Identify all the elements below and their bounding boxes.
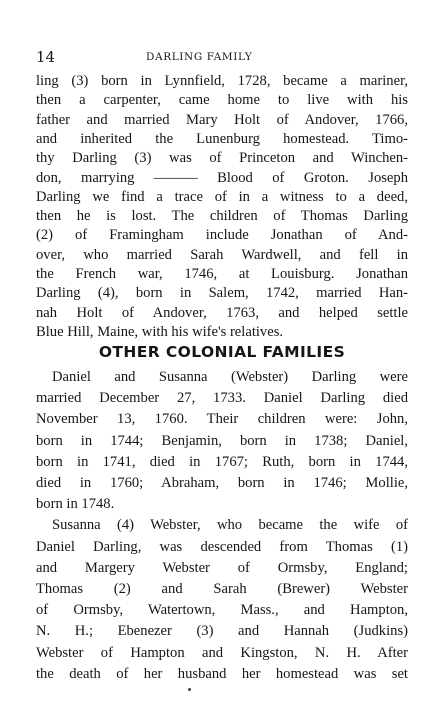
text-line: Susanna (4) Webster, who became the wife of — [52, 517, 408, 534]
text-line: N. H.; Ebenezer (3) and Hannah (Judkins) — [36, 623, 408, 640]
text-line: then a carpenter, came home to live with his — [36, 92, 408, 109]
text-line: Darling we find a trace of in a witness to a deed, — [36, 188, 408, 205]
text-line: died in 1760; Abraham, born in 1746; Mollie, — [36, 475, 408, 491]
text-line: Daniel and Susanna (Webster) Darling were — [52, 369, 408, 385]
text-line: Webster of Hampton and Kingston, N. H. After — [36, 644, 408, 661]
text-line: Thomas (2) and Sarah (Brewer) Webster — [36, 581, 408, 597]
text-line: (2) of Framingham include Jonathan of And- — [36, 227, 408, 244]
text-line: don, marrying ——— Blood of Groton. Joseph — [36, 169, 408, 186]
text-line: ling (3) born in Lynnfield, 1728, became a mariner, — [36, 73, 408, 89]
section-heading: OTHER COLONIAL FAMILIES — [98, 343, 346, 361]
text-line: born in 1744; Benjamin, born in 1738; Daniel, — [36, 432, 408, 449]
text-line: November 13, 1760. Their children were: John, — [36, 411, 408, 428]
text-line: of Ormsby, Watertown, Mass., and Hampton, — [36, 602, 408, 619]
page-number: 14 — [36, 48, 56, 66]
text-line: the death of her husband her homestead was set — [36, 665, 408, 682]
text-line: the French war, 1746, at Louisburg. Jonathan — [36, 266, 408, 282]
page-header — [36, 48, 406, 68]
text-line: and Margery Webster of Ormsby, England; — [36, 559, 408, 576]
text-line: Daniel Darling, was descended from Thomas (1) — [36, 538, 408, 555]
text-line: over, who married Sarah Wardwell, and fell in — [36, 246, 408, 263]
text-line: nah Holt of Andover, 1763, and helped settle — [36, 304, 408, 321]
text-line: married December 27, 1733. Daniel Darling died — [36, 390, 408, 407]
text-line: then he is lost. The children of Thomas Darling — [36, 208, 408, 225]
text-line: father and married Mary Holt of Andover, 1766, — [36, 111, 408, 128]
text-line: thy Darling (3) was of Princeton and Winchen- — [36, 150, 408, 167]
text-line: Blue Hill, Maine, with his wife's relatives. — [36, 323, 284, 340]
page-speck — [188, 688, 191, 691]
text-line: Darling (4), born in Salem, 1742, married Han- — [36, 285, 408, 302]
text-line: and inherited the Lunenburg homestead. Timo- — [36, 130, 408, 147]
text-line: born in 1741, died in 1767; Ruth, born in 1744, — [36, 453, 408, 470]
running-title: DARLING FAMILY — [146, 51, 253, 63]
text-line: born in 1748. — [36, 496, 115, 513]
